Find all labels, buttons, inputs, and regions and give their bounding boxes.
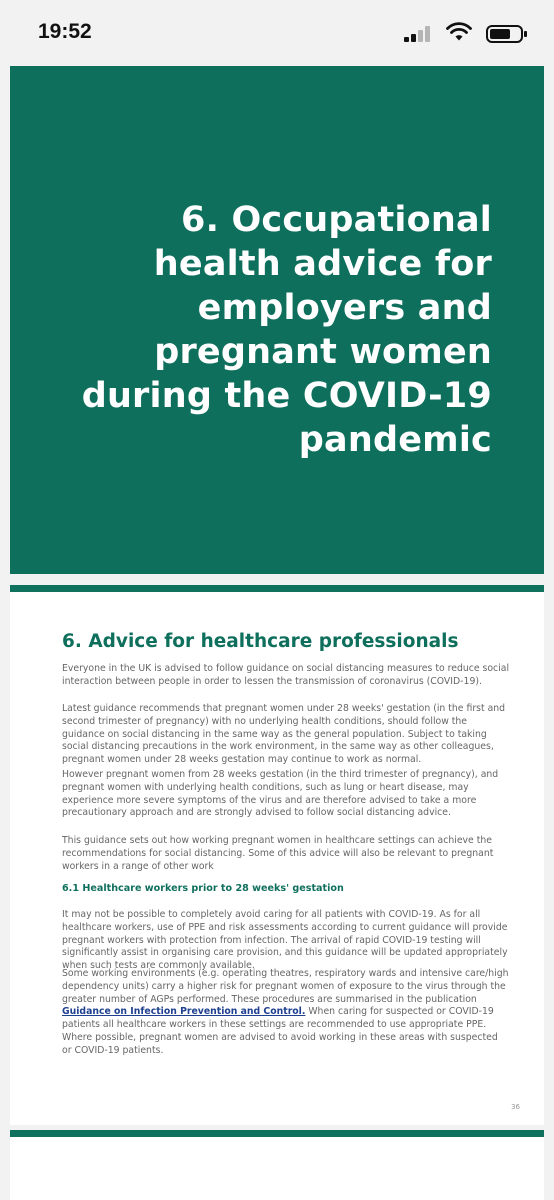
cover-page: [10, 66, 544, 574]
infection-control-guidance-link[interactable]: Guidance on Infection Prevention and Control.: [62, 1006, 306, 1018]
cover-title: 6. Occupational health advice for employers and pregnant women during the COVID-19 pandemic: [81, 200, 492, 460]
subsection-paragraph-2: [62, 968, 510, 1058]
subsection-paragraph-1: It may not be possible to completely avoid caring for all patients with COVID-19. As for all healthcare workers, use of PPE and risk assessments according to current guidance will provide pregnant workers with protection from infection. The arrival of rapid COVID-19 testing will significantly assist in organising care provision, and this guidance will be updated appropriately when such tests are commonly available.: [62, 909, 508, 972]
page-number: 36: [511, 1103, 520, 1111]
wifi-icon: [446, 22, 472, 42]
page-top-bar: [10, 1130, 544, 1137]
paragraph-text: When caring for suspected or COVID-19 patients all healthcare workers in these settings are recommended to use appropriate PPE. Where possible, pregnant women are advised to avoid working in these areas with suspected or COVID-19 patients.: [62, 1006, 498, 1056]
paragraph-text: Some working environments (e.g. operating theatres, respiratory wards and intensive care/high dependency units) carry a higher risk for pregnant women of exposure to the virus through the greater number of AGPs performed. These procedures are summarised in the publication: [62, 968, 509, 1005]
paragraph-4: This guidance sets out how working pregnant women in healthcare settings can achieve the recommendations for social distancing. Some of this advice will also be relevant to pregnant workers in a range of other work: [62, 835, 494, 872]
next-page: [10, 1130, 544, 1200]
subsection-heading: 6.1 Healthcare workers prior to 28 weeks' gestation: [62, 883, 344, 894]
content-page: [10, 585, 544, 1125]
paragraph-3: However pregnant women from 28 weeks gestation (in the third trimester of pregnancy), and pregnant women with underlying health conditions, such as lung or heart disease, may experience more severe symptoms of the virus and are therefore advised to take a more precautionary approach and are strongly advised to follow social distancing advice.: [62, 769, 499, 819]
signal-icon: [404, 26, 432, 42]
page-top-bar: [10, 585, 544, 592]
paragraph-2: Latest guidance recommends that pregnant women under 28 weeks' gestation (in the first and second trimester of pregnancy) with no underlying health conditions, should follow the guidance on social distancing in the same way as the general population. Subject to taking social distancing precautions in the work environment, in the same way as other colleagues, pregnant women under 28 weeks gestation may continue to work as normal.: [62, 703, 506, 766]
section-heading: 6. Advice for healthcare professionals: [62, 631, 459, 652]
status-time: 19:52: [38, 20, 92, 43]
paragraph-1: Everyone in the UK is advised to follow guidance on social distancing measures to reduce social interaction between people in order to lessen the transmission of coronavirus (COVID-19).: [62, 663, 510, 687]
battery-icon: [486, 25, 528, 43]
status-bar: [0, 0, 554, 62]
